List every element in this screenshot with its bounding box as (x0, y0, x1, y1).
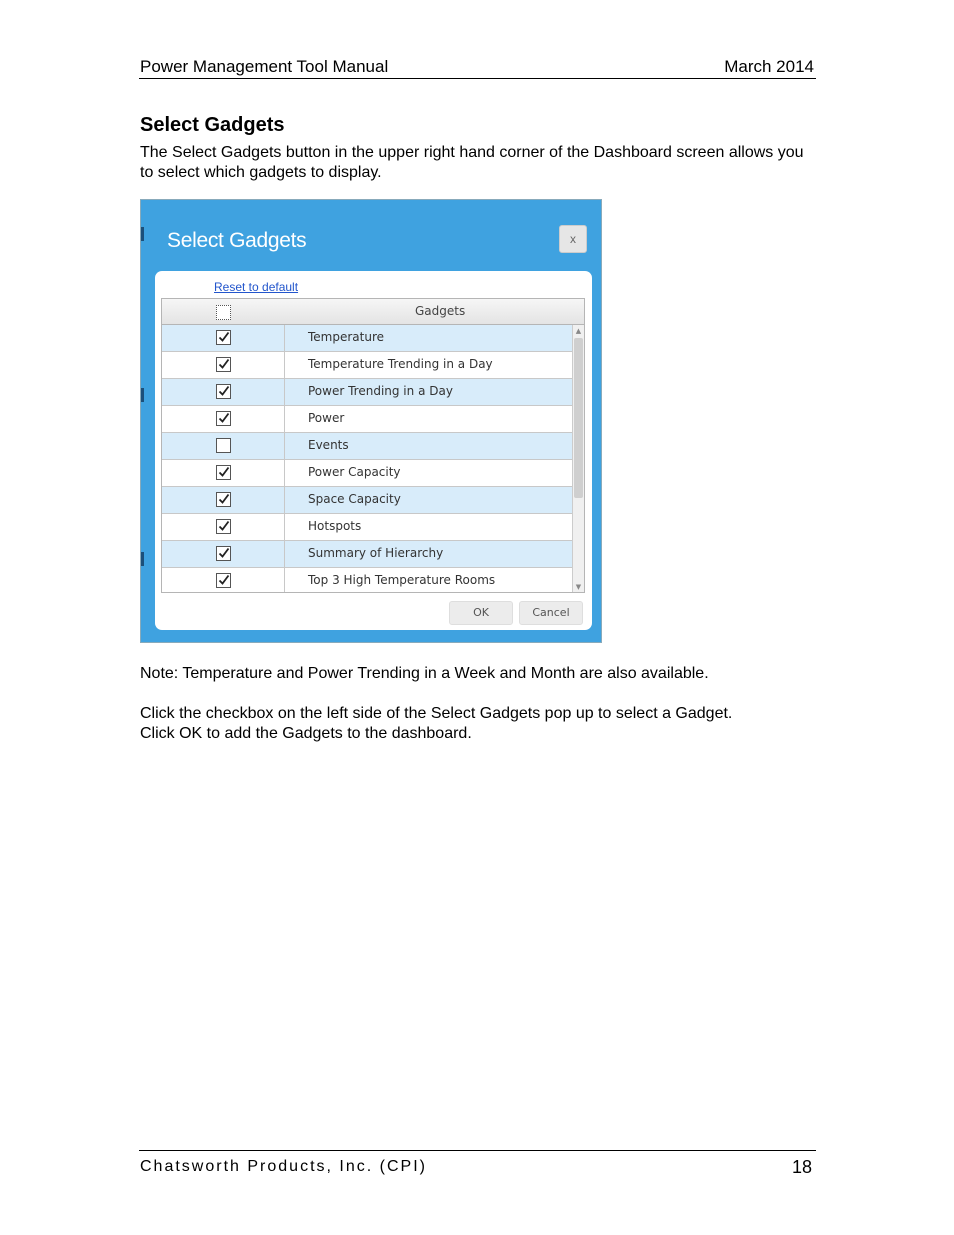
gadget-checkbox[interactable] (216, 546, 231, 561)
gadget-row[interactable] (162, 406, 572, 433)
instruction-line-2: Click OK to add the Gadgets to the dashboard. (140, 724, 472, 742)
column-divider (284, 325, 285, 351)
column-divider (284, 487, 285, 513)
frame-edge-mark (141, 552, 144, 566)
grid-scrollbar[interactable] (572, 325, 584, 593)
column-divider (284, 568, 285, 593)
gadget-checkbox[interactable] (216, 357, 231, 372)
gadget-row[interactable] (162, 568, 572, 593)
intro-paragraph: The Select Gadgets button in the upper right hand corner of the Dashboard screen allows you to select which gadgets to display. (140, 144, 804, 181)
scroll-down-icon[interactable]: ▼ (575, 583, 582, 591)
gadget-row[interactable] (162, 379, 572, 406)
gadget-row[interactable] (162, 352, 572, 379)
reset-to-default-link[interactable]: Reset to default (214, 280, 299, 294)
gadget-row[interactable] (162, 325, 572, 352)
gadget-checkbox[interactable] (216, 330, 231, 345)
gadget-name: Summary of Hierarchy (308, 546, 444, 560)
checkmark-icon (218, 412, 230, 424)
column-divider (284, 433, 285, 459)
grid-header (162, 299, 584, 325)
manual-title: Power Management Tool Manual (140, 57, 389, 76)
ok-button[interactable]: OK (449, 601, 513, 625)
checkmark-icon (218, 574, 230, 586)
gadget-name: Power Trending in a Day (308, 384, 453, 398)
gadget-checkbox[interactable] (216, 438, 231, 453)
gadget-name: Events (308, 438, 349, 452)
gadgets-grid (161, 298, 585, 593)
checkmark-icon (218, 493, 230, 505)
frame-edge-mark (141, 227, 144, 241)
dialog-body (155, 271, 592, 630)
gadget-row[interactable] (162, 487, 572, 514)
checkmark-icon (218, 466, 230, 478)
gadget-rows (162, 325, 572, 593)
page-number: 18 (791, 1157, 812, 1177)
gadget-name: Temperature (308, 330, 385, 344)
gadget-checkbox[interactable] (216, 573, 231, 588)
checkmark-icon (218, 331, 230, 343)
checkmark-icon (218, 520, 230, 532)
column-divider (284, 541, 285, 567)
dialog-title: Select Gadgets (167, 229, 307, 252)
gadget-row[interactable] (162, 460, 572, 487)
scroll-up-icon[interactable]: ▲ (575, 327, 582, 335)
manual-date: March 2014 (724, 57, 814, 76)
close-button[interactable]: x (559, 225, 587, 253)
company-name: Chatsworth Products, Inc. (CPI) (140, 1158, 427, 1175)
select-all-checkbox[interactable] (216, 305, 231, 320)
page-footer (139, 1150, 816, 1181)
gadget-row[interactable] (162, 541, 572, 568)
gadget-checkbox[interactable] (216, 519, 231, 534)
column-divider (284, 514, 285, 540)
scroll-thumb[interactable] (574, 338, 583, 498)
instruction-paragraph (140, 704, 820, 743)
checkmark-icon (218, 358, 230, 370)
gadget-checkbox[interactable] (216, 384, 231, 399)
gadget-name: Temperature Trending in a Day (308, 357, 493, 371)
column-divider (284, 379, 285, 405)
column-divider (284, 406, 285, 432)
gadgets-column-header: Gadgets (415, 304, 466, 318)
gadget-name: Power Capacity (308, 465, 401, 479)
note-paragraph: Note: Temperature and Power Trending in a Week and Month are also available. (140, 665, 709, 682)
column-divider (284, 352, 285, 378)
gadget-row[interactable] (162, 433, 572, 460)
page-header (139, 56, 816, 79)
gadget-checkbox[interactable] (216, 411, 231, 426)
gadget-name: Space Capacity (308, 492, 401, 506)
section-title: Select Gadgets (140, 114, 285, 136)
cancel-button[interactable]: Cancel (519, 601, 583, 625)
instruction-line-1: Click the checkbox on the left side of the Select Gadgets pop up to select a Gadget. (140, 705, 733, 722)
gadget-name: Top 3 High Temperature Rooms (308, 573, 496, 587)
select-gadgets-screenshot (140, 199, 602, 643)
gadget-checkbox[interactable] (216, 465, 231, 480)
checkmark-icon (218, 547, 230, 559)
gadget-row[interactable] (162, 514, 572, 541)
frame-edge-mark (141, 388, 144, 402)
gadget-checkbox[interactable] (216, 492, 231, 507)
checkmark-icon (218, 385, 230, 397)
column-divider (284, 460, 285, 486)
gadget-name: Hotspots (308, 519, 362, 533)
gadget-name: Power (308, 411, 345, 425)
